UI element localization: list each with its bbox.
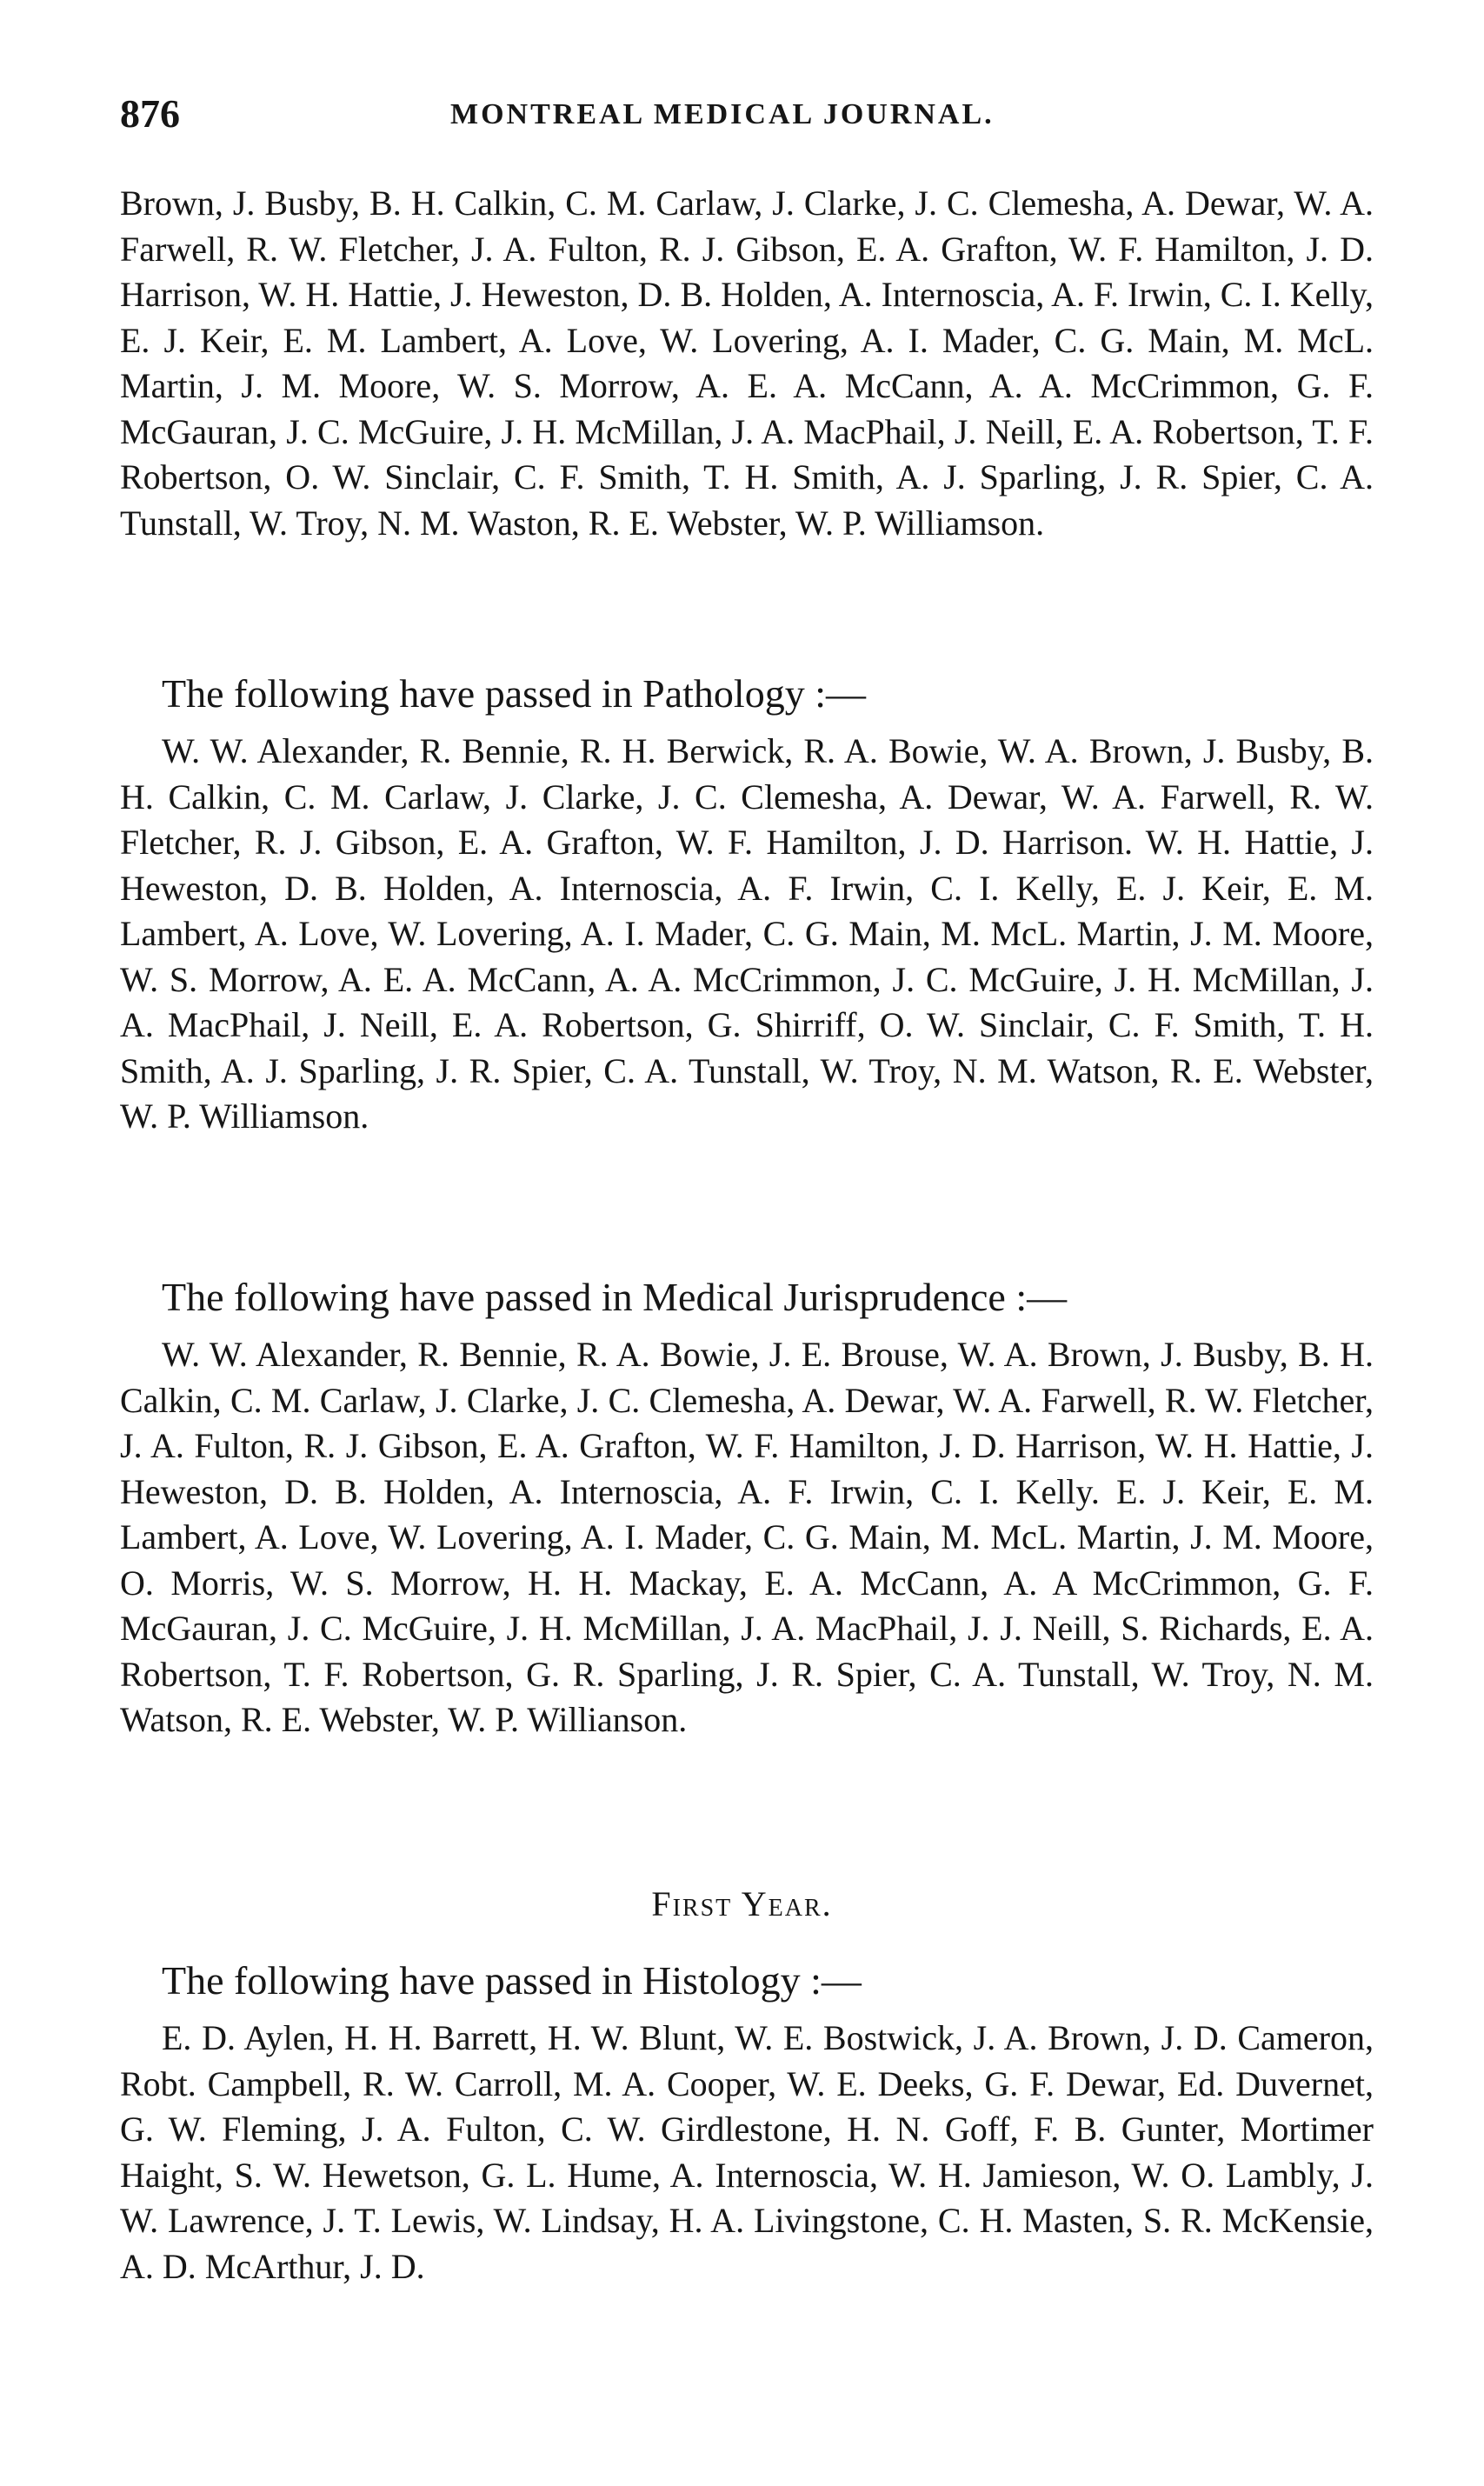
histology-paragraph: E. D. Aylen, H. H. Barrett, H. W. Blunt, W. E. Bostwick, J. A. Brown, J. D. Cameron, Robt. Campbell, R. W. Carroll, M. A. Cooper, W. E. Deeks, G. F. Dewar, Ed. Duvernet, G. W. Fleming, J. A. Fulton, C. W. Girdlestone, H. N. Goff, F. B. Gunter, Mortimer Haight, S. W. Hewetson, G. L. Hume, A. Internoscia, W. H. Jamieson, W. O. Lambly, J. W. Lawrence, J. T. Lewis, W. Lindsay, H. A. Livingstone, C. H. Masten, S. R. McKensie, A. D. McArthur, J. D. [120,2018,1374,2286]
first-year-heading: First Year. [651,1884,833,1923]
continuation-paragraph: Brown, J. Busby, B. H. Calkin, C. M. Carlaw, J. Clarke, J. C. Clemesha, A. Dewar, W. A. Farwell, R. W. Fletcher, J. A. Fulton, R. J. Gibson, E. A. Grafton, W. F. Hamilton, J. D. Harrison, W. H. Hattie, J. Heweston, D. B. Holden, A. Internoscia, A. F. Irwin, C. I. Kelly, E. J. Keir, E. M. Lambert, A. Love, W. Lovering, A. I. Mader, C. G. Main, M. McL. Martin, J. M. Moore, W. S. Morrow, A. E. A. McCann, A. A. McCrimmon, G. F. McGauran, J. C. McGuire, J. H. McMillan, J. A. MacPhail, J. Neill, E. A. Robertson, T. F. Robertson, O. W. Sinclair, C. F. Smith, T. H. Smith, A. J. Sparling, J. R. Spier, C. A. Tunstall, W. Troy, N. M. Waston, R. E. Webster, W. P. Williamson. [120,183,1374,543]
pathology-paragraph: W. W. Alexander, R. Bennie, R. H. Berwick, R. A. Bowie, W. A. Brown, J. Busby, B. H. Calkin, C. M. Carlaw, J. Clarke, J. C. Clemesha, A. Dewar, W. A. Farwell, R. W. Fletcher, R. J. Gibson, E. A. Grafton, W. F. Hamilton, J. D. Harrison. W. H. Hattie, J. Heweston, D. B. Holden, A. Internoscia, A. F. Irwin, C. I. Kelly, E. J. Keir, E. M. Lambert, A. Love, W. Lovering, A. I. Mader, C. G. Main, M. McL. Martin, J. M. Moore, W. S. Morrow, A. E. A. McCann, A. A. McCrimmon, J. C. McGuire, J. H. McMillan, J. A. MacPhail, J. Neill, E. A. Robertson, G. Shirriff, O. W. Sinclair, C. F. Smith, T. H. Smith, A. J. Sparling, J. R. Spier, C. A. Tunstall, W. Troy, N. M. Watson, R. E. Webster, W. P. Williamson. [120,731,1374,1136]
pathology-section [120,666,1374,1140]
pathology-heading: The following have passed in Pathology :— [162,671,866,716]
jurisprudence-paragraph: W. W. Alexander, R. Bennie, R. A. Bowie, J. E. Brouse, W. A. Brown, J. Busby, B. H. Calkin, C. M. Carlaw, J. Clarke, J. C. Clemesha, A. Dewar, W. A. Farwell, R. W. Fletcher, J. A. Fulton, R. J. Gibson, E. A. Grafton, W. F. Hamilton, J. D. Harrison, W. H. Hattie, J. Heweston, D. B. Holden, A. Internoscia, A. F. Irwin, C. I. Kelly. E. J. Keir, E. M. Lambert, A. Love, W. Lovering, A. I. Mader, C. G. Main, M. McL. Martin, J. M. Moore, O. Morris, W. S. Morrow, H. H. Mackay, E. A. McCann, A. A McCrimmon, G. F. McGauran, J. C. McGuire, J. H. McMillan, J. A. MacPhail, J. J. Neill, S. Richards, E. A. Robertson, T. F. Robertson, G. R. Sparling, J. R. Spier, C. A. Tunstall, W. Troy, N. M. Watson, R. E. Webster, W. P. Willianson. [120,1335,1374,1739]
journal-title: MONTREAL MEDICAL JOURNAL. [450,98,995,130]
histology-heading: The following have passed in Histology :— [162,1958,862,2003]
jurisprudence-section [120,1270,1374,1743]
running-head [120,83,1374,144]
histology-section [120,1953,1374,2289]
page-number: 876 [120,91,180,136]
continuation-section [120,181,1374,546]
jurisprudence-heading: The following have passed in Medical Jurisprudence :— [162,1275,1068,1319]
